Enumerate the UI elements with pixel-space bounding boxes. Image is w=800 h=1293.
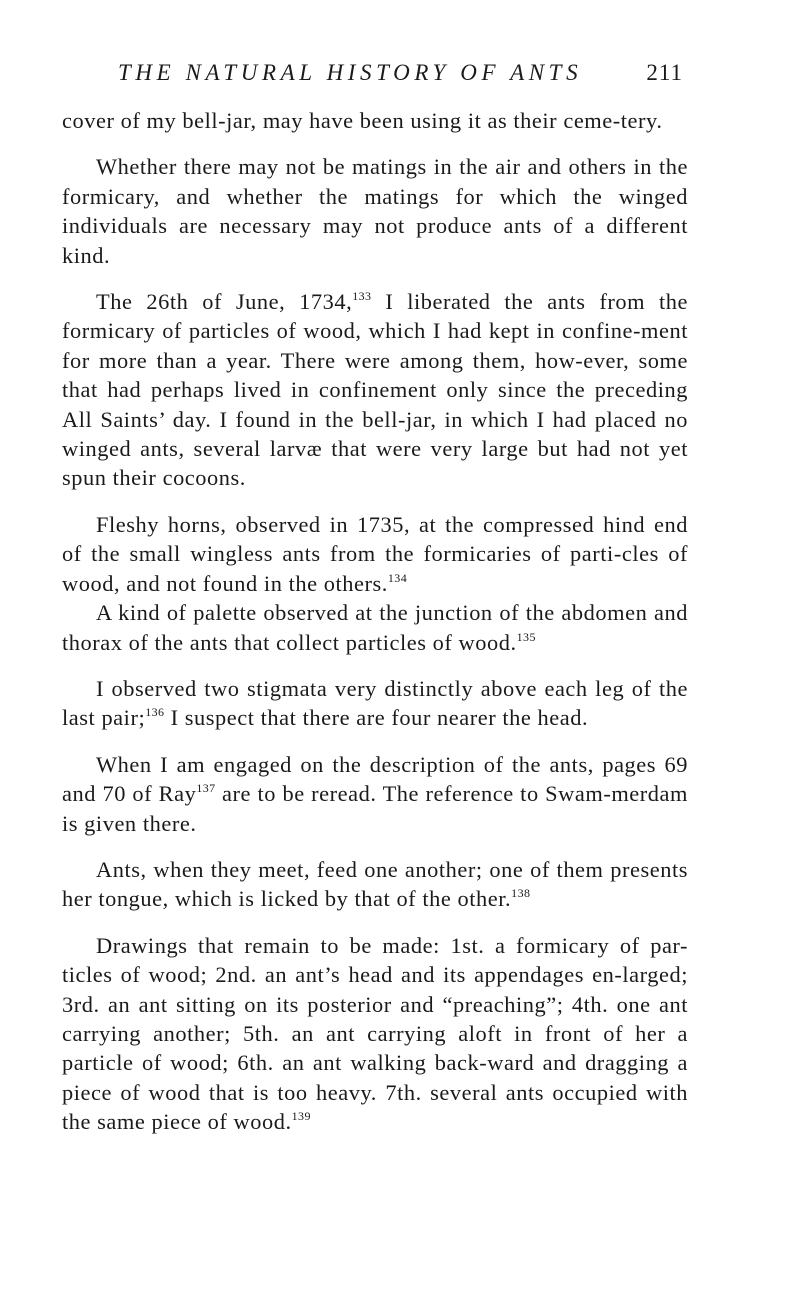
footnote-reference: 135 <box>516 629 536 644</box>
paragraph-p7 <box>62 750 688 838</box>
paragraph-text: cover of my bell-jar, may have been using it as their ceme-tery. <box>62 108 663 133</box>
running-head <box>118 60 683 96</box>
paragraph-text: Whether there may not be matings in the air and others in the formicary, and whether the matings for which the winged individuals are necessary may not produce ants of a different kind. <box>62 154 688 268</box>
paragraph-text: I liberated the ants from the formicary of particles of wood, which I had kept in confine-ment for more than a year. There were among them, how-ever, some that had perhaps lived in confinement only since the preceding All Saints’ day. I found in the bell-jar, in which I had placed no winged ants, several larvæ that were very large but had not yet spun their cocoons. <box>62 289 688 491</box>
paragraph-p6 <box>62 674 688 733</box>
footnote-reference: 133 <box>352 289 372 304</box>
paragraph-text: are to be reread. The reference to Swam-merdam is given there. <box>62 781 688 836</box>
paragraph-text: Fleshy horns, observed in 1735, at the compressed hind end of the small wingless ants from the formicaries of parti-cles of wood, and not found in the others. <box>62 511 688 596</box>
paragraph-text: Ants, when they meet, feed one another; one of them presents her tongue, which is licked by that of the other. <box>62 856 688 912</box>
running-title: THE NATURAL HISTORY OF ANTS <box>118 60 583 85</box>
paragraph-p4 <box>62 510 688 598</box>
footnote-reference: 137 <box>196 781 216 796</box>
footnote-reference: 138 <box>511 886 531 901</box>
paragraph-p1 <box>62 106 688 135</box>
paragraph-text: When I am engaged on the description of the ants, pages 69 and 70 of Ray <box>62 751 688 807</box>
paragraph-text: I observed two stigmata very distinctly above each leg of the last pair; <box>62 675 688 731</box>
paragraph-p9 <box>62 931 688 1137</box>
footnote-reference: 134 <box>387 570 408 585</box>
footnote-reference: 136 <box>145 705 165 720</box>
paragraph-p8 <box>62 855 688 914</box>
page-number: 211 <box>646 60 683 85</box>
paragraph-text: I suspect that there are four nearer the head. <box>164 705 589 731</box>
paragraph-text: The 26th of June, 1734, <box>96 289 353 315</box>
paragraph-text: A kind of palette observed at the junction of the abdomen and thorax of the ants that collect particles of wood. <box>62 600 688 655</box>
body-text <box>62 106 688 1137</box>
footnote-reference: 139 <box>291 1109 311 1124</box>
paragraph-p2 <box>62 152 688 270</box>
paragraph-text: Drawings that remain to be made: 1st. a formicary of par-ticles of wood; 2nd. an ant’s head and its appendages en-larged; 3rd. an ant sitting on its posterior and “preaching”; 4th. one ant carrying another; 5th. an ant carrying aloft in front of her a particle of wood; 6th. an ant walking back-ward and dragging a piece of wood that is too heavy. 7th. several ants occupied with the same piece of wood. <box>62 932 688 1135</box>
paragraph-p5 <box>62 598 688 657</box>
paragraph-p3 <box>62 287 688 493</box>
